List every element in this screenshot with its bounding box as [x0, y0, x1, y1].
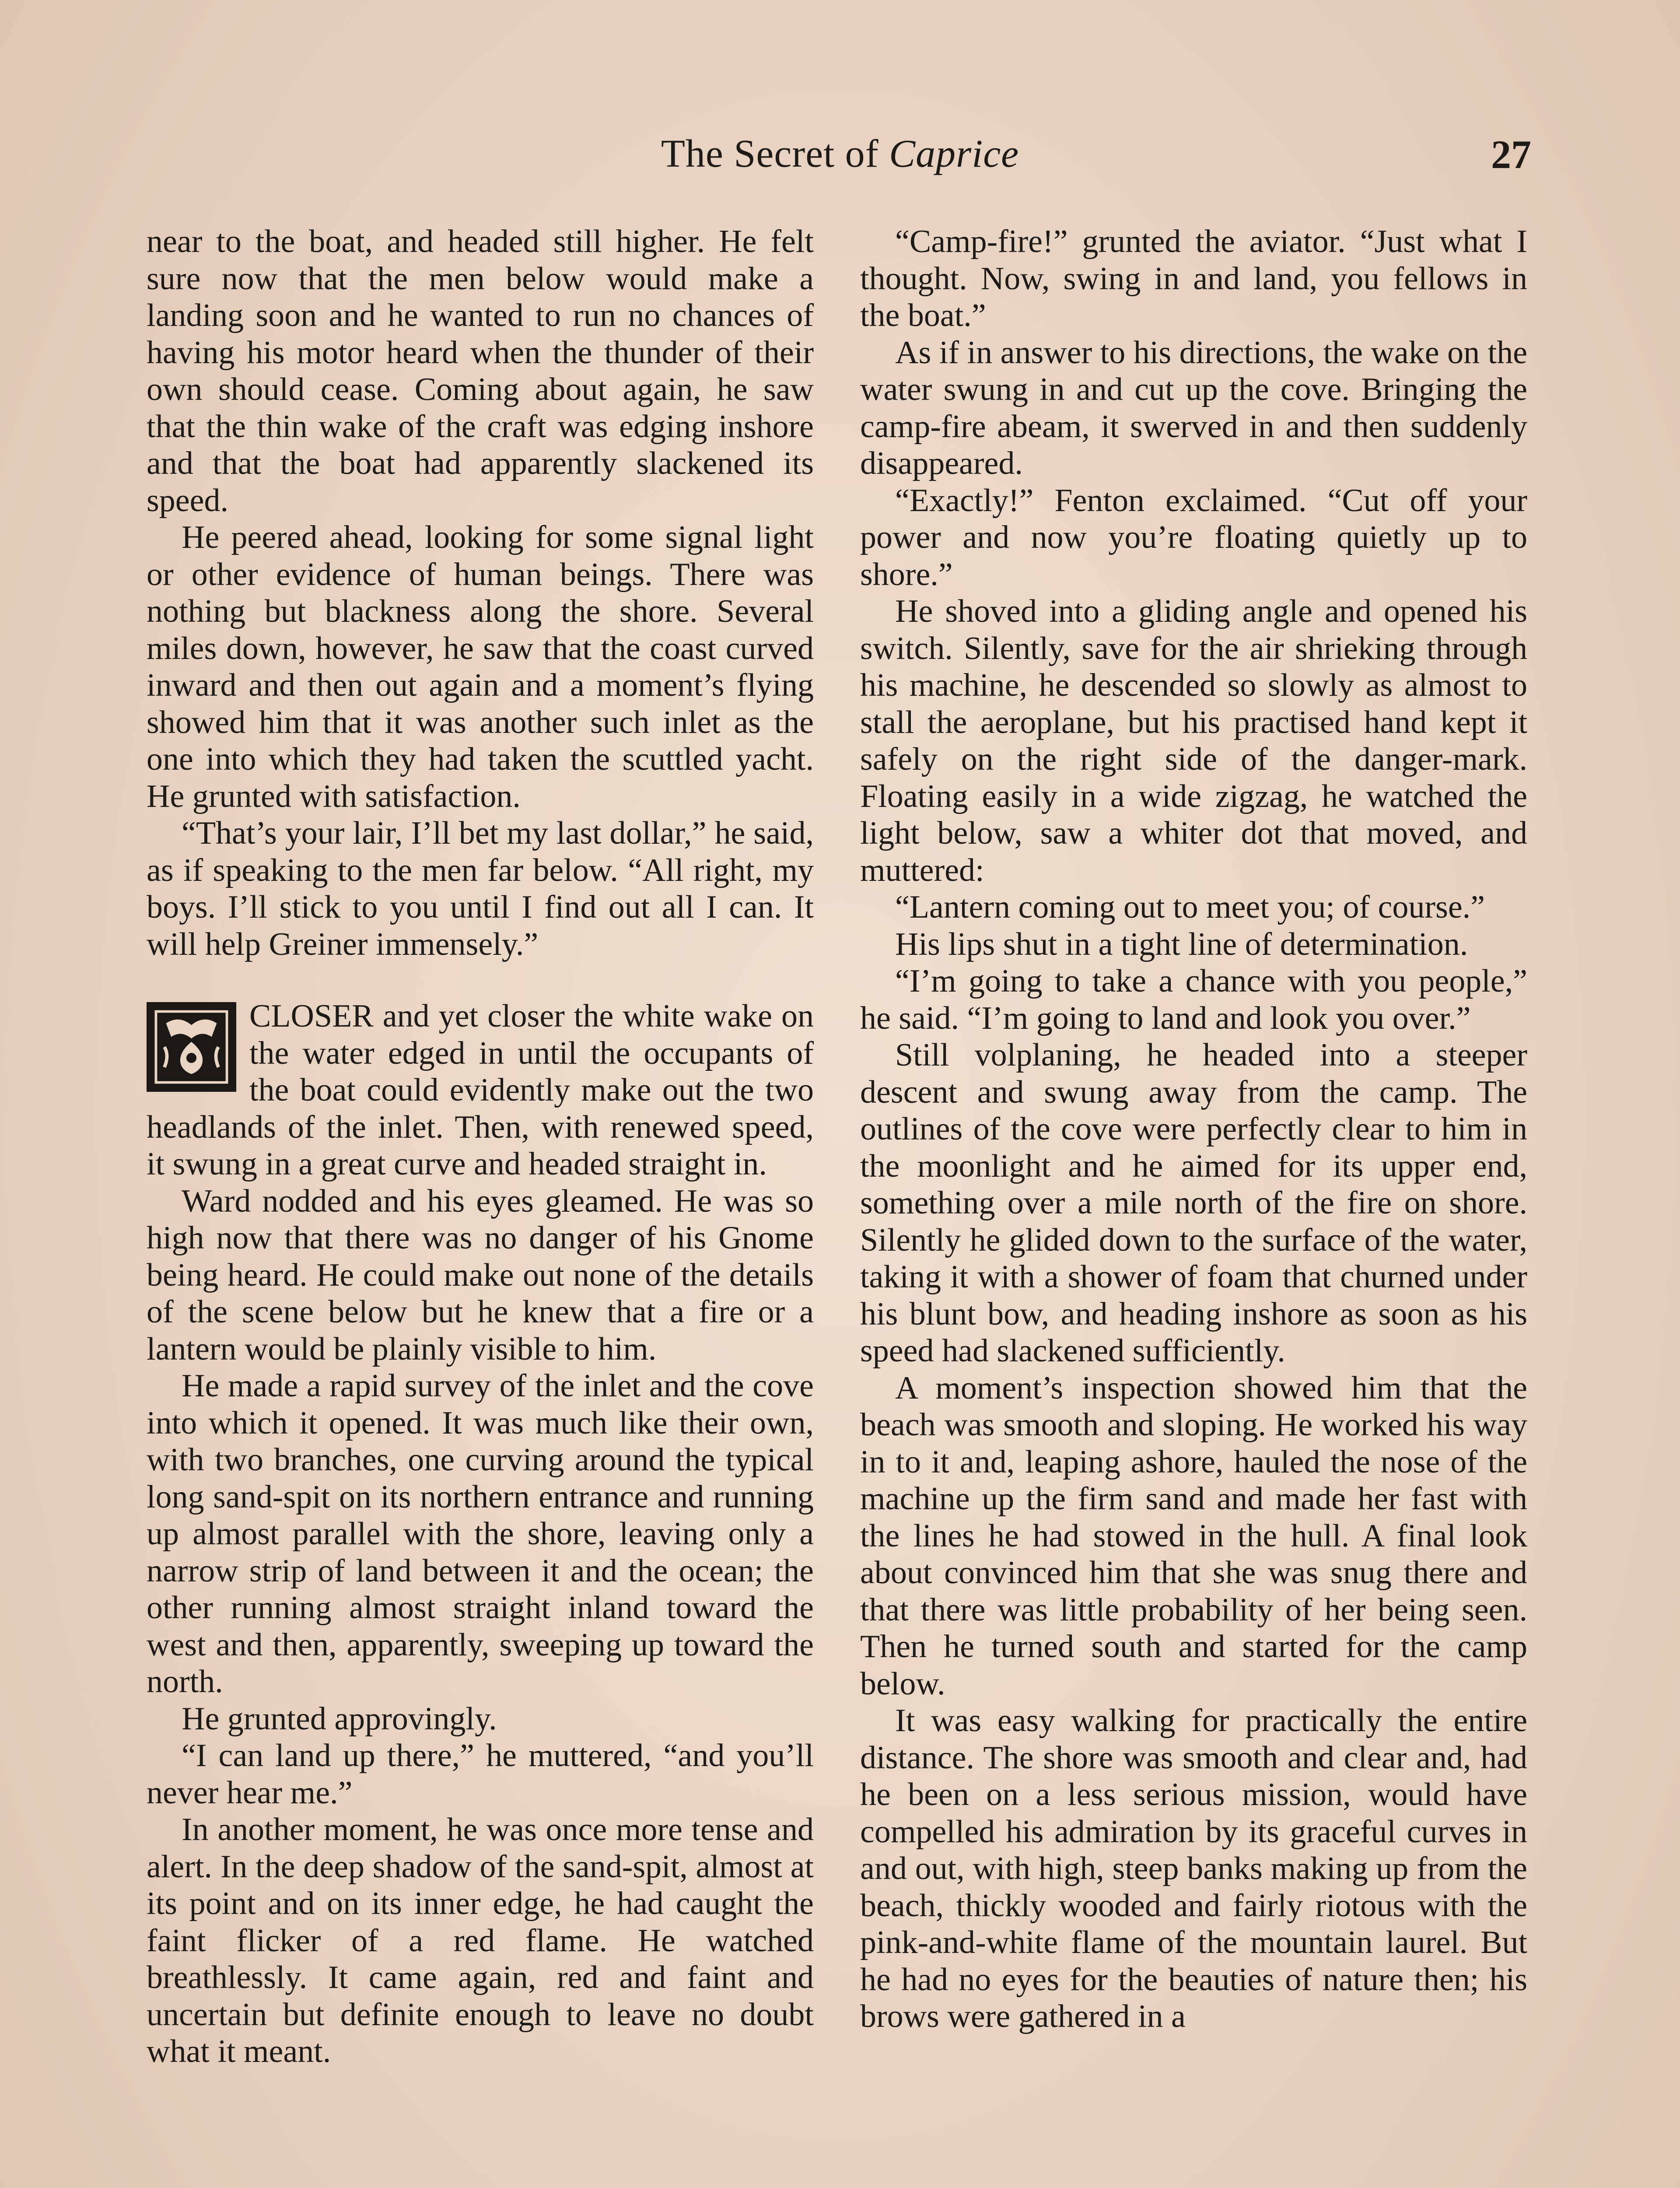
paragraph: A moment’s inspection showed him that the beach was smooth and sloping. He worked his way in to it and, leaping ashore, hauled the nose of the machine up the firm sand and made her fast with the lines he had stowed in the hull. A final look about convinced him that she was snug there and that there was little probability of her being seen. Then he turned south and started for the camp below. [860, 1370, 1527, 1702]
paragraph: He peered ahead, looking for some signal light or other evidence of human beings. There was nothing but blackness along the shore. Several miles down, however, he saw that the coast curved inward and then out again and a moment’s flying showed him that it was another such inlet as the one into which they had taken the scuttled yacht. He grunted with satisfaction. [147, 519, 814, 814]
paragraph: “Lantern coming out to meet you; of course.” [895, 889, 1485, 925]
paragraph: “Exactly!” Fenton exclaimed. “Cut off your power and now you’re floating quietly up to shore.” [860, 482, 1527, 593]
paragraph: “That’s your lair, I’ll bet my last dollar,” he said, as if speaking to the men far below. “All right, my boys. I’ll stick to you until I find out all I can. It will help Greiner immensely.” [147, 815, 814, 962]
paragraph: Still volplaning, he headed into a steeper descent and swung away from the camp. The outlines of the cove were perfectly clear to him in the moonlight and he aimed for its upper end, something over a mile north of the fire on shore. Silently he glided down to the surface of the water, taking it with a shower of foam that churned under his blunt bow, and heading inshore as soon as his speed had slackened sufficiently. [860, 1037, 1527, 1369]
ornament-icon [147, 1002, 236, 1092]
paragraph: Ward nodded and his eyes gleamed. He was so high now that there was no danger of his Gnome being heard. He could make out none of the details of the scene below but he knew that a fire or a lantern would be plainly visible to him. [147, 1183, 814, 1367]
paragraph: It was easy walking for practically the entire distance. The shore was smooth and clear and, had he been on a less serious mission, would have compelled his admiration by its graceful curves in and out, with high, steep banks making up from the beach, thickly wooded and fairly riotous with the pink-and-white flame of the mountain laurel. But he had no eyes for the beauties of nature then; his brows were gathered in a [860, 1703, 1527, 2034]
running-header [0, 131, 1680, 188]
paragraph: His lips shut in a tight line of determination. [895, 926, 1468, 962]
title-italic: Caprice [889, 132, 1019, 175]
running-title [0, 131, 1680, 176]
ornament-graphic [149, 1005, 234, 1089]
paragraph: “I can land up there,” he muttered, “and you’ll never hear me.” [147, 1738, 814, 1811]
paragraph: In another moment, he was once more tense and alert. In the deep shadow of the sand-spit, almost at its point and on its inner edge, he had caught the faint flicker of a red flame. He watched breathlessly. It came again, red and faint and uncertain but definite enough to leave no doubt what it meant. [147, 1812, 814, 2069]
paragraph: CLOSER and yet closer the white wake on the water edged in until the occupants of the boat could evidently make out the two headlands of the inlet. Then, with renewed speed, it swung in a great curve and headed straight in. [147, 998, 814, 1182]
paragraph: “I’m going to take a chance with you people,” he said. “I’m going to land and look you over.” [860, 963, 1527, 1036]
paragraph: As if in answer to his directions, the wake on the water swung in and cut up the cove. Bringing the camp-fire abeam, it swerved in and then suddenly disappeared. [860, 334, 1527, 481]
right-column [860, 223, 1527, 2035]
paragraph: He grunted approvingly. [182, 1701, 497, 1737]
paragraph: “Camp-fire!” grunted the aviator. “Just what I thought. Now, swing in and land, you fellows in the boat.” [860, 224, 1527, 333]
title-prefix: The Secret of [661, 132, 889, 175]
paragraph: He made a rapid survey of the inlet and the cove into which it opened. It was much like their own, with two branches, one curving around the typical long sand-spit on its northern entrance and running up almost parallel with the shore, leaving only a narrow strip of land between it and the ocean; the other running almost straight inland toward the west and then, apparently, sweeping up toward the north. [147, 1368, 814, 1700]
paragraph: near to the boat, and headed still higher. He felt sure now that the men below would make a landing soon and he wanted to run no chances of having his motor heard when the thunder of their own should cease. Coming about again, he saw that the thin wake of the craft was edging inshore and that the boat had apparently slackened its speed. [147, 224, 814, 519]
page-number: 27 [1491, 132, 1531, 177]
left-column [147, 223, 814, 2070]
section-break [147, 998, 814, 1183]
paragraph: He shoved into a gliding angle and opened his switch. Silently, save for the air shrieking through his machine, he descended so slowly as almost to stall the aeroplane, but his practised hand kept it safely on the right side of the danger-mark. Floating easily in a wide zigzag, he watched the light below, saw a whiter dot that moved, and muttered: [860, 593, 1527, 888]
